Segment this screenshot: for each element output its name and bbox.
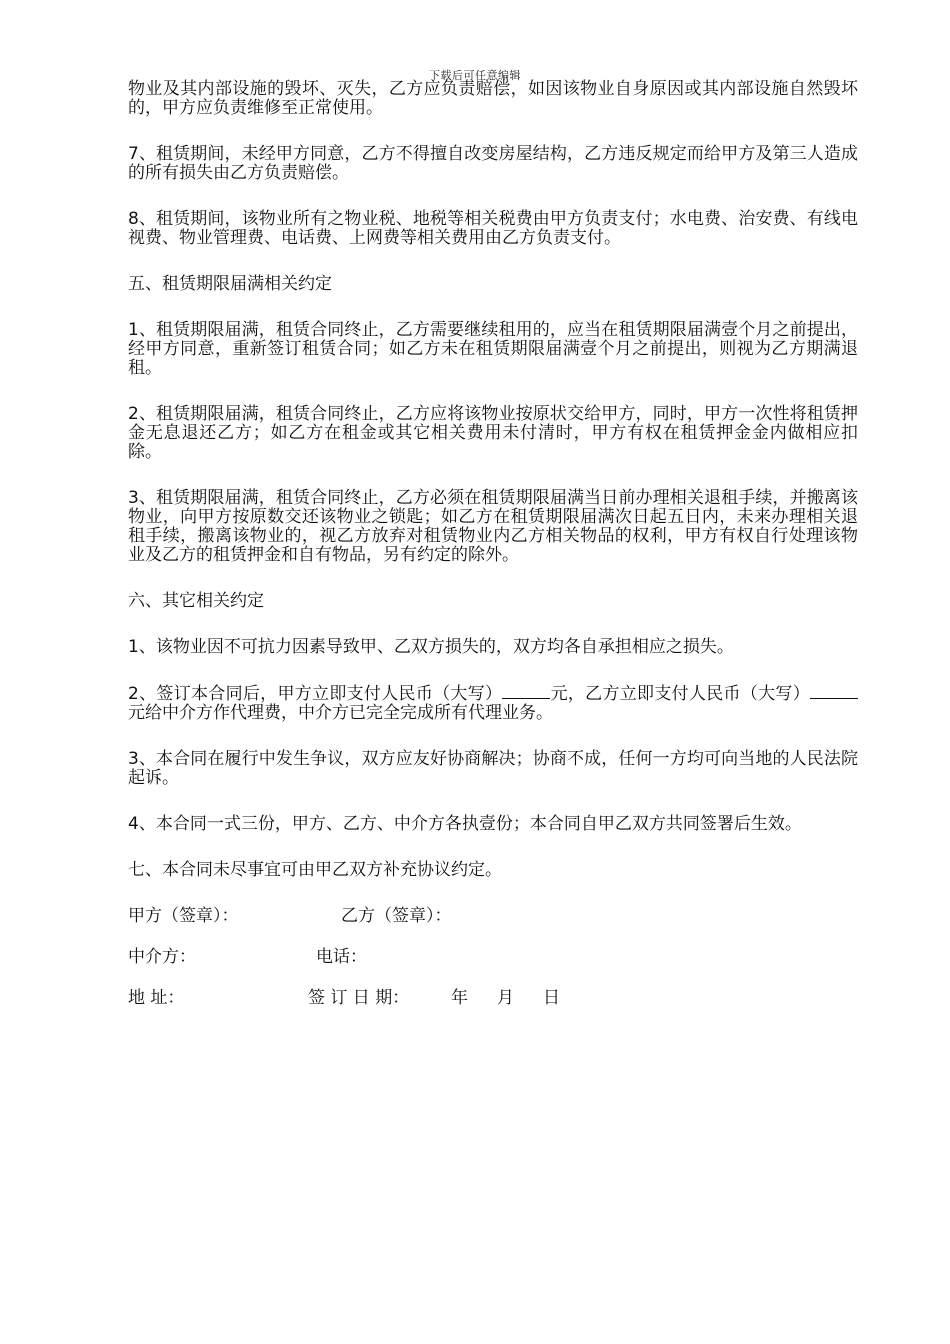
party-a-label: 甲方（签章）： [128,906,239,926]
clause-8-fees: 8、租赁期间，该物业所有之物业税、地税等相关税费由甲方负责支付；水电费、治安费、有线电视费、物业管理费、电话费、上网费等相关费用由乙方负责支付。 [128,209,858,248]
section-5-heading: 五、租赁期限届满相关约定 [128,274,332,294]
amount-blank-a [502,684,550,699]
paragraph-damage: 物业及其内部设施的毁坏、灭失，乙方应负责赔偿，如因该物业自身原因或其内部设施自然毁坏的，甲方应负责维修至正常使用。 [128,79,858,118]
sign-date-label: 签 订 日 期： [308,988,410,1008]
clause-6-1-force-majeure: 1、该物业因不可抗力因素导致甲、乙双方损失的，双方均各自承担相应之损失。 [128,637,734,657]
clause-6-3-dispute: 3、本合同在履行中发生争议，双方应友好协商解决；协商不成，任何一方均可向当地的人民法院起诉。 [128,749,858,788]
phone-label: 电话： [316,947,367,967]
party-b-label: 乙方（签章）： [341,906,452,926]
clause-7-structure: 7、租赁期间，未经甲方同意，乙方不得擅自改变房屋结构，乙方违反规定而给甲方及第三人造成的所有损失由乙方负责赔偿。 [128,144,858,183]
section-6-heading: 六、其它相关约定 [128,591,264,611]
day-label: 日 [543,988,560,1008]
address-label: 地 址： [128,988,185,1008]
clause-5-2-return: 2、租赁期限届满，租赁合同终止，乙方应将该物业按原状交给甲方，同时，甲方一次性将租赁押金无息退还乙方；如乙方在租金或其它相关费用未付清时，甲方有权在租赁押金金内做相应扣除。 [128,404,858,462]
month-label: 月 [497,988,514,1008]
signature-row-parties [128,907,858,926]
agency-fee-text-a: 2、签订本合同后，甲方立即支付人民币（大写） [128,684,503,704]
clause-6-4-copies: 4、本合同一式三份，甲方、乙方、中介方各执壹份；本合同自甲乙双方共同签署后生效。 [128,814,802,834]
signature-row-date [128,989,858,1008]
watermark-header: 下载后可任意编辑 [429,69,521,82]
amount-blank-b [810,684,858,699]
agent-label: 中介方： [128,947,196,967]
signature-row-agent [128,948,858,967]
section-7-heading: 七、本合同未尽事宜可由甲乙双方补充协议约定。 [128,860,502,880]
clause-5-1-renewal: 1、租赁期限届满，租赁合同终止，乙方需要继续租用的，应当在租赁期限届满壹个月之前提出，经甲方同意，重新签订租赁合同；如乙方未在租赁期限届满壹个月之前提出，则视为乙方期满退租。 [128,320,858,378]
contract-body [128,80,858,1030]
agency-fee-text-c: 元给中介方作代理费，中介方已完全完成所有代理业务。 [128,703,553,723]
year-label: 年 [451,988,468,1008]
agency-fee-text-b: 元，乙方立即支付人民币（大写） [550,684,811,704]
clause-5-3-moveout: 3、租赁期限届满，租赁合同终止，乙方必须在租赁期限届满当日前办理相关退租手续，并搬离该物业，向甲方按原数交还该物业之锁匙；如乙方在租赁期限届满次日起五日内，未来办理相关退租手续，搬离该物业的，视乙方放弃对租赁物业内乙方相关物品的权利，甲方有权自行处理该物业及乙方的租赁押金和自有物品，另有约定的除外。 [128,488,858,565]
clause-6-2-agency-fee [128,684,858,723]
